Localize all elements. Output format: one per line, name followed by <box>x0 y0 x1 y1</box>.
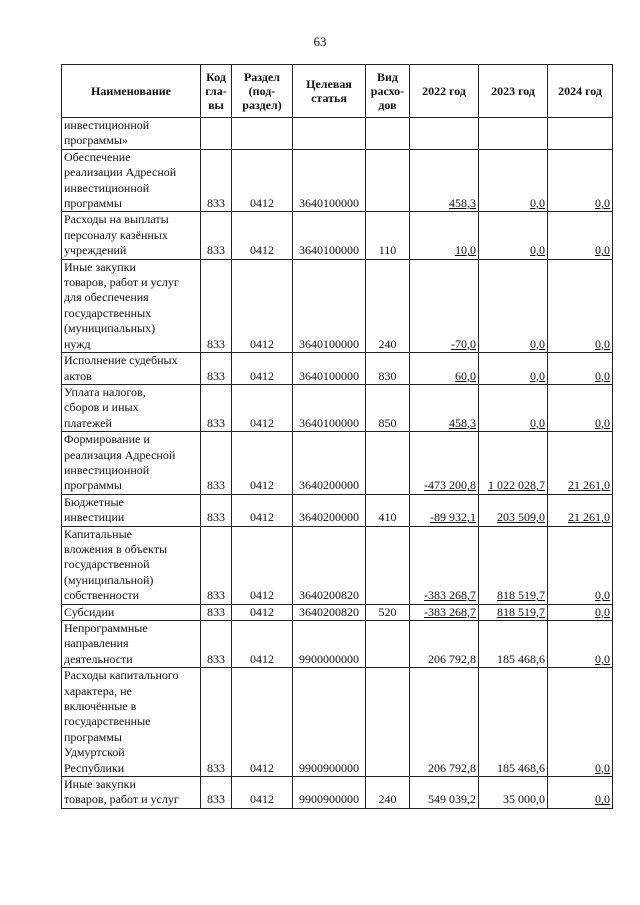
cell-expense-type: 520 <box>366 604 410 620</box>
cell-name-line: программы <box>64 478 122 493</box>
cell-name-line: направления <box>64 636 129 651</box>
cell-section: 0412 <box>232 432 293 495</box>
cell-expense-type <box>366 621 410 668</box>
cell-2022: -473 200,8 <box>410 432 479 495</box>
cell-2022: 206 792,8 <box>410 621 479 668</box>
cell-name-line: Расходы на выплаты <box>64 212 169 227</box>
cell-name-line: актов <box>64 368 92 383</box>
cell-name-line: Иные закупки <box>64 777 136 792</box>
cell-2024: 0,0 <box>548 668 613 777</box>
cell-section: 0412 <box>232 526 293 604</box>
cell-section <box>232 118 293 150</box>
cell-2023: 0,0 <box>479 384 548 431</box>
cell-2024: 0,0 <box>548 149 613 212</box>
cell-2023: 1 022 028,7 <box>479 432 548 495</box>
cell-name-line: сборов и иных <box>64 400 139 415</box>
cell-section: 0412 <box>232 621 293 668</box>
cell-name-line: Расходы капитального <box>64 668 179 683</box>
cell-name-line: инвестиционной <box>64 180 150 195</box>
cell-code: 833 <box>201 668 232 777</box>
cell-section: 0412 <box>232 494 293 526</box>
header-2022: 2022 год <box>410 65 479 118</box>
cell-section: 0412 <box>232 259 293 352</box>
cell-name-line: Субсидии <box>64 604 115 619</box>
cell-expense-type <box>366 668 410 777</box>
cell-section: 0412 <box>232 149 293 212</box>
cell-section: 0412 <box>232 353 293 385</box>
cell-2023: 185 468,6 <box>479 668 548 777</box>
cell-2022: 206 792,8 <box>410 668 479 777</box>
cell-name <box>62 668 201 777</box>
cell-2024: 0,0 <box>548 384 613 431</box>
cell-expense-type: 240 <box>366 259 410 352</box>
cell-2022: -383 268,7 <box>410 604 479 620</box>
cell-name-line: (муниципальных) <box>64 321 156 336</box>
cell-name <box>62 621 201 668</box>
cell-article: 3640100000 <box>293 384 366 431</box>
cell-expense-type: 830 <box>366 353 410 385</box>
cell-name-line: государственной <box>64 557 150 572</box>
table-row <box>62 259 613 352</box>
cell-2023: 818 519,7 <box>479 604 548 620</box>
cell-name-line: (муниципальной) <box>64 572 154 587</box>
cell-2022: 458,3 <box>410 149 479 212</box>
cell-section: 0412 <box>232 777 293 809</box>
cell-article: 3640100000 <box>293 212 366 259</box>
cell-section: 0412 <box>232 212 293 259</box>
cell-name-line: учреждений <box>64 243 127 258</box>
header-2024: 2024 год <box>548 65 613 118</box>
cell-name-line: Обеспечение <box>64 149 131 164</box>
cell-article <box>293 118 366 150</box>
table-row <box>62 526 613 604</box>
cell-name-line: государственные <box>64 714 151 729</box>
cell-code: 833 <box>201 259 232 352</box>
cell-name-line: Республики <box>64 760 125 775</box>
cell-2023: 0,0 <box>479 212 548 259</box>
cell-name <box>62 259 201 352</box>
cell-2024: 0,0 <box>548 259 613 352</box>
cell-2024: 0,0 <box>548 777 613 809</box>
cell-expense-type <box>366 149 410 212</box>
cell-name-line: персоналу казённых <box>64 227 168 242</box>
table-row <box>62 777 613 809</box>
cell-2023: 0,0 <box>479 149 548 212</box>
table-row <box>62 212 613 259</box>
cell-article: 3640200820 <box>293 526 366 604</box>
cell-name <box>62 494 201 526</box>
cell-code <box>201 118 232 150</box>
cell-name-line: для обеспечения <box>64 290 149 305</box>
cell-name-line: характера, не <box>64 683 132 698</box>
header-name: Наименование <box>62 65 201 118</box>
cell-2023: 0,0 <box>479 259 548 352</box>
cell-article: 3640200000 <box>293 494 366 526</box>
cell-2022: -383 268,7 <box>410 526 479 604</box>
cell-2022: -89 932,1 <box>410 494 479 526</box>
cell-2024: 0,0 <box>548 621 613 668</box>
table-row <box>62 118 613 150</box>
cell-article: 3640100000 <box>293 259 366 352</box>
cell-article: 3640100000 <box>293 353 366 385</box>
cell-code: 833 <box>201 526 232 604</box>
cell-name-line: программы <box>64 729 122 744</box>
header-code: Код гла- вы <box>201 65 232 118</box>
cell-name-line: деятельности <box>64 651 133 666</box>
cell-code: 833 <box>201 494 232 526</box>
cell-article: 9900000000 <box>293 621 366 668</box>
cell-2023: 0,0 <box>479 353 548 385</box>
cell-2022: -70,0 <box>410 259 479 352</box>
cell-code: 833 <box>201 621 232 668</box>
cell-expense-type <box>366 526 410 604</box>
table-row <box>62 384 613 431</box>
cell-name-line: Бюджетные <box>64 494 124 509</box>
cell-code: 833 <box>201 777 232 809</box>
cell-name-line: инвестиции <box>64 510 125 525</box>
cell-code: 833 <box>201 604 232 620</box>
cell-name-line: инвестиционной <box>64 462 150 477</box>
cell-expense-type: 240 <box>366 777 410 809</box>
cell-2024: 0,0 <box>548 212 613 259</box>
cell-name-line: реализация Адресной <box>64 447 176 462</box>
cell-name <box>62 526 201 604</box>
cell-section: 0412 <box>232 384 293 431</box>
cell-article: 9900900000 <box>293 777 366 809</box>
table-row <box>62 668 613 777</box>
cell-name <box>62 118 201 150</box>
cell-name <box>62 149 201 212</box>
cell-2022: 60,0 <box>410 353 479 385</box>
table-body <box>62 118 613 809</box>
cell-expense-type <box>366 432 410 495</box>
cell-name <box>62 353 201 385</box>
cell-name <box>62 777 201 809</box>
table-header <box>62 65 613 118</box>
cell-2023: 818 519,7 <box>479 526 548 604</box>
table-row <box>62 621 613 668</box>
cell-name-line: Иные закупки <box>64 259 136 274</box>
header-article: Целевая статья <box>293 65 366 118</box>
cell-2023 <box>479 118 548 150</box>
cell-name-line: Формирование и <box>64 432 150 447</box>
cell-name-line: Исполнение судебных <box>64 353 178 368</box>
table-row <box>62 494 613 526</box>
cell-name-line: платежей <box>64 415 112 430</box>
cell-name-line: реализации Адресной <box>64 165 177 180</box>
cell-name-line: программы» <box>64 133 128 148</box>
cell-article: 9900900000 <box>293 668 366 777</box>
cell-name-line: вложения в объекты <box>64 541 168 556</box>
cell-name-line: товаров, работ и услуг <box>64 792 179 807</box>
cell-article: 3640200000 <box>293 432 366 495</box>
cell-code: 833 <box>201 212 232 259</box>
page-number: 63 <box>313 34 327 49</box>
cell-code: 833 <box>201 384 232 431</box>
cell-2024: 21 261,0 <box>548 494 613 526</box>
cell-name-line: нужд <box>64 336 91 351</box>
cell-code: 833 <box>201 432 232 495</box>
cell-name-line: товаров, работ и услуг <box>64 275 179 290</box>
cell-2024: 0,0 <box>548 526 613 604</box>
table-row <box>62 149 613 212</box>
cell-name-line: инвестиционной <box>64 118 150 132</box>
cell-name <box>62 604 201 620</box>
cell-article: 3640200820 <box>293 604 366 620</box>
cell-2024 <box>548 118 613 150</box>
cell-2022: 458,3 <box>410 384 479 431</box>
cell-name-line: Уплата налогов, <box>64 384 146 399</box>
table-row <box>62 604 613 620</box>
cell-name-line: Непрограммные <box>64 621 148 635</box>
header-section: Раздел (под- раздел) <box>232 65 293 118</box>
cell-expense-type: 410 <box>366 494 410 526</box>
cell-section: 0412 <box>232 668 293 777</box>
cell-name <box>62 212 201 259</box>
header-2023: 2023 год <box>479 65 548 118</box>
cell-2022: 10,0 <box>410 212 479 259</box>
cell-code: 833 <box>201 149 232 212</box>
cell-name-line: включённые в <box>64 699 137 714</box>
cell-2024: 21 261,0 <box>548 432 613 495</box>
cell-section: 0412 <box>232 604 293 620</box>
cell-name <box>62 432 201 495</box>
cell-article: 3640100000 <box>293 149 366 212</box>
cell-name-line: программы <box>64 196 122 211</box>
cell-2024: 0,0 <box>548 353 613 385</box>
cell-2023: 185 468,6 <box>479 621 548 668</box>
cell-2023: 35 000,0 <box>479 777 548 809</box>
header-expense-type: Вид расхо- дов <box>366 65 410 118</box>
cell-code: 833 <box>201 353 232 385</box>
cell-name-line: Удмуртской <box>64 745 125 760</box>
cell-2023: 203 509,0 <box>479 494 548 526</box>
cell-expense-type: 850 <box>366 384 410 431</box>
cell-2024: 0,0 <box>548 604 613 620</box>
cell-expense-type <box>366 118 410 150</box>
cell-name <box>62 384 201 431</box>
budget-table <box>61 64 613 809</box>
cell-name-line: государственных <box>64 305 152 320</box>
cell-2022: 549 039,2 <box>410 777 479 809</box>
table-row <box>62 353 613 385</box>
cell-expense-type: 110 <box>366 212 410 259</box>
cell-name-line: собственности <box>64 588 140 603</box>
table-row <box>62 432 613 495</box>
cell-2022 <box>410 118 479 150</box>
cell-name-line: Капитальные <box>64 526 132 541</box>
